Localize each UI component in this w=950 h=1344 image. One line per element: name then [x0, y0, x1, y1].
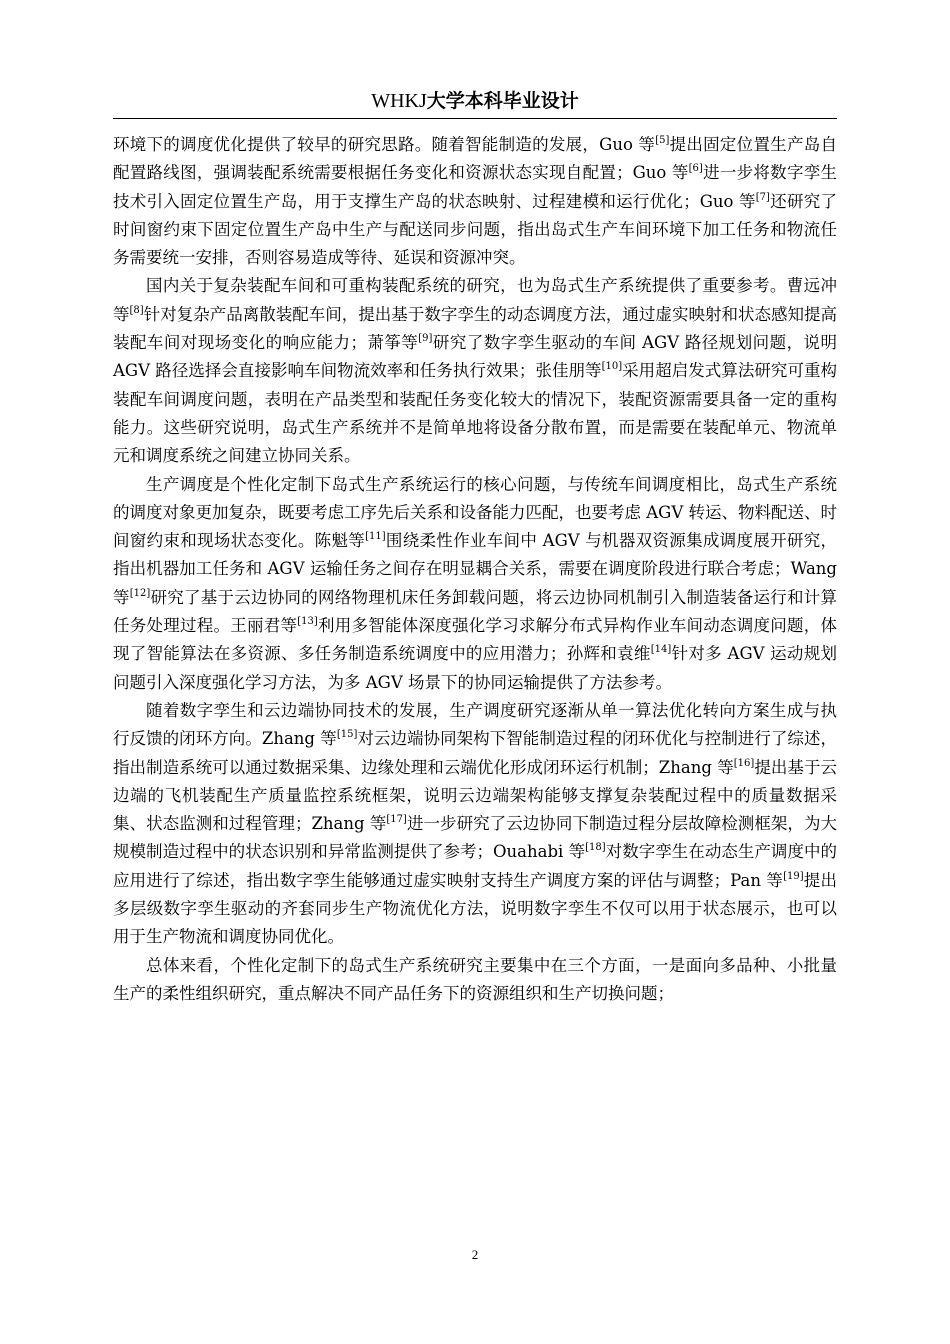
text-run: 针对复杂产品离散装配车间，提出基于数字孪生的动态调度方法，通过虚实映射和状态感知提高装配车间对现场变化的响应能力；萧筝等: [113, 304, 838, 353]
paragraph: [113, 272, 837, 470]
citation-ref: [15]: [336, 729, 358, 741]
citation-ref: [13]: [297, 616, 318, 628]
paragraph: [113, 697, 837, 952]
text-run: 国内关于复杂装配车间和可重构装配系统的研究，也为岛式生产系统提供了重要参考。曹远冲等: [113, 276, 837, 324]
page-number: 2: [471, 1247, 479, 1262]
text-run: 进一步将数字孪生技术引入固定位置生产岛，用于支撑生产岛的状态映射、过程建模和运行优化；Guo 等: [113, 163, 837, 211]
citation-ref: [18]: [585, 842, 606, 854]
citation-ref: [16]: [733, 757, 755, 769]
text-run: 提出固定位置生产岛自配置路线图，强调装配系统需要根据任务变化和资源状态实现自配置；Guo 等: [113, 135, 838, 183]
text-run: 提出基于云边端的飞机装配生产质量监控系统框架，说明云边端架构能够支撑复杂装配过程中的质量数据采集、状态监测和过程管理；Zhang 等: [113, 757, 838, 834]
text-run: 提出多层级数字孪生驱动的齐套同步生产物流优化方法，说明数字孪生不仅可以用于状态展示，也可以用于生产物流和调度协同优化。: [113, 870, 837, 947]
citation-ref: [9]: [418, 333, 433, 345]
header-title: 大学本科毕业设计: [426, 90, 579, 112]
text-run: 对云边端协同架构下智能制造过程的闭环优化与控制进行了综述，指出制造系统可以通过数据采集、边缘处理和云端优化形成闭环运行机制；Zhang 等: [113, 729, 837, 777]
citation-ref: [14]: [650, 644, 672, 656]
citation-ref: [5]: [655, 135, 670, 146]
text-run: 针对多 AGV 运动规划问题引入深度强化学习方法，为多 AGV 场景下的协同运输提供了方法参考。: [113, 644, 838, 692]
body-text: [113, 131, 837, 1231]
text-run: 环境下的调度优化提供了较早的研究思路。随着智能制造的发展，Guo 等: [113, 135, 656, 154]
text-run: 还研究了时间窗约束下固定位置生产岛中生产与配送同步问题，指出岛式生产车间环境下加工任务和物流任务需要统一安排，否则容易造成等待、延误和资源冲突。: [113, 191, 837, 268]
citation-ref: [11]: [365, 531, 386, 543]
running-header: [0, 88, 950, 114]
text-run: 总体来看，个性化定制下的岛式生产系统研究主要集中在三个方面，一是面向多品种、小批量生产的柔性组织研究，重点解决不同产品任务下的资源组织和生产切换问题；: [113, 955, 837, 1003]
citation-ref: [6]: [688, 163, 703, 175]
text-run: 进一步研究了云边协同下制造过程分层故障检测框架，为大规模制造过程中的状态识别和异常监测提供了参考；Ouahabi 等: [113, 814, 838, 862]
text-run: 围绕柔性作业车间中 AGV 与机器双资源集成调度展开研究，指出机器加工任务和 AGV 运输任务之间存在明显耦合关系，需要在调度阶段进行联合考虑；Wang 等: [113, 531, 837, 607]
text-run: 研究了数字孪生驱动的车间 AGV 路径规划问题，说明 AGV 路径选择会直接影响车间物流效率和任务执行效果；张佳朋等: [113, 333, 837, 381]
citation-ref: [12]: [129, 587, 151, 599]
paragraph: [113, 131, 837, 272]
citation-ref: [8]: [129, 304, 144, 316]
header-latin: WHKJ: [371, 90, 427, 112]
paragraph: [113, 471, 837, 697]
text-run: 利用多智能体深度强化学习求解分布式异构作业车间动态调度问题，体现了智能算法在多资源、多任务制造系统调度中的应用潜力；孙辉和袁维: [113, 616, 838, 664]
citation-ref: [19]: [783, 870, 804, 882]
paragraph: [113, 952, 837, 1009]
header-rule: [113, 118, 837, 119]
citation-ref: [7]: [755, 191, 770, 203]
text-run: 生产调度是个性化定制下岛式生产系统运行的核心问题，与传统车间调度相比，岛式生产系统的调度对象更加复杂，既要考虑工序先后关系和设备能力匹配，也要考虑 AGV 转运、物料配送、时间窗约束和现场状态变化。陈魁等: [113, 474, 838, 551]
text-run: 采用超启发式算法研究可重构装配车间调度问题，表明在产品类型和装配任务变化较大的情况下，装配资源需要具备一定的重构能力。这些研究说明，岛式生产系统并不是简单地将设备分散布置，而是需要在装配单元、物流单元和调度系统之间建立协同关系。: [113, 361, 838, 466]
citation-ref: [17]: [386, 814, 407, 826]
citation-ref: [10]: [601, 361, 623, 373]
text-run: 对数字孪生在动态生产调度中的应用进行了综述，指出数字孪生能够通过虚实映射支持生产调度方案的评估与调整；Pan 等: [113, 842, 837, 890]
text-run: 随着数字孪生和云边端协同技术的发展，生产调度研究逐渐从单一算法优化转向方案生成与执行反馈的闭环方向。Zhang 等: [113, 700, 837, 749]
text-run: 研究了基于云边协同的网络物理机床任务卸载问题，将云边协同机制引入制造装备运行和计算任务处理过程。王丽君等: [113, 587, 838, 636]
